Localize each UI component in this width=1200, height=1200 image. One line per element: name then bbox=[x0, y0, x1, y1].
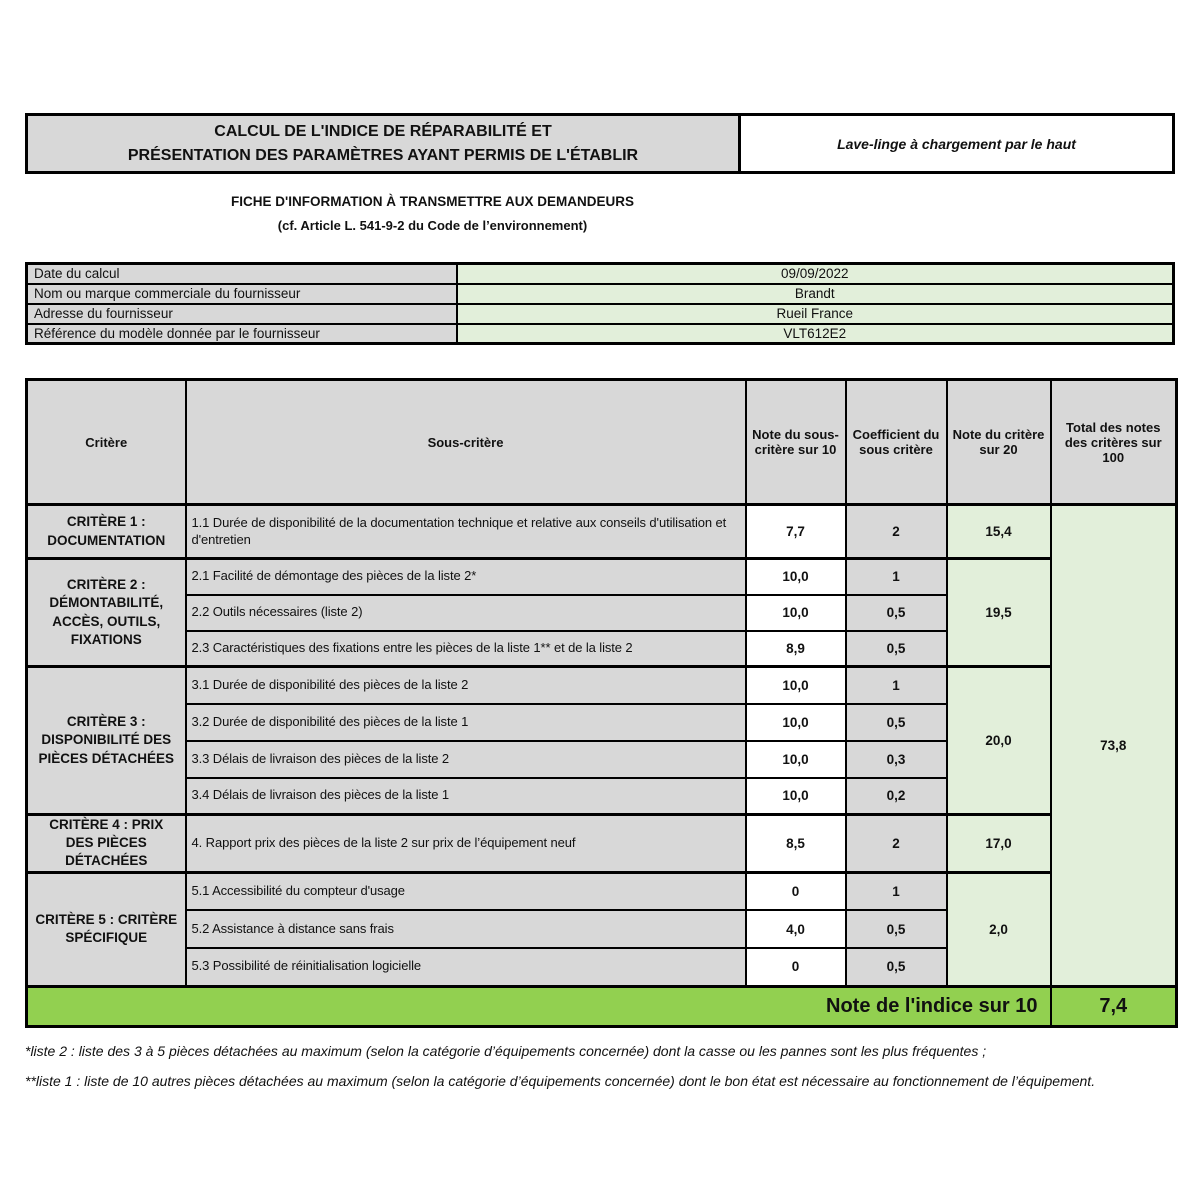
criteria-row bbox=[27, 815, 1177, 873]
info-value: VLT612E2 bbox=[457, 324, 1174, 344]
subheader-line1: FICHE D'INFORMATION À TRANSMETTRE AUX DEMANDEURS bbox=[231, 194, 634, 209]
sous-critere-cell: 2.1 Facilité de démontage des pièces de la liste 2* bbox=[186, 559, 746, 595]
criteria-row bbox=[27, 872, 1177, 910]
sous-critere-cell: 3.3 Délais de livraison des pièces de la liste 2 bbox=[186, 741, 746, 778]
footnotes bbox=[25, 1036, 1175, 1096]
header-sous-critere: Sous-critère bbox=[186, 380, 746, 505]
sous-critere-cell: 4. Rapport prix des pièces de la liste 2 sur prix de l’équipement neuf bbox=[186, 815, 746, 873]
header-critere: Critère bbox=[27, 380, 186, 505]
coefficient-cell: 0,5 bbox=[846, 948, 947, 986]
info-value: Rueil France bbox=[457, 304, 1174, 324]
info-row bbox=[27, 304, 1174, 324]
criteria-row bbox=[27, 505, 1177, 559]
note-sous-cell: 0 bbox=[746, 872, 846, 910]
score-label: Note de l'indice sur 10 bbox=[27, 986, 1051, 1026]
criteria-table bbox=[25, 378, 1178, 1028]
title-line2: PRÉSENTATION DES PARAMÈTRES AYANT PERMIS DE L'ÉTABLIR bbox=[127, 146, 639, 164]
coefficient-cell: 0,5 bbox=[846, 704, 947, 741]
total-notes-cell: 73,8 bbox=[1051, 505, 1177, 987]
note-sous-cell: 7,7 bbox=[746, 505, 846, 559]
subheader-line2: (cf. Article L. 541-9-2 du Code de l’environnement) bbox=[277, 218, 588, 233]
sous-critere-cell: 2.3 Caractéristiques des fixations entre les pièces de la liste 1** et de la liste 2 bbox=[186, 631, 746, 667]
info-row bbox=[27, 264, 1174, 284]
critere-cell: CRITÈRE 5 : CRITÈRE SPÉCIFIQUE bbox=[27, 872, 186, 986]
info-value: Brandt bbox=[457, 284, 1174, 304]
note-sous-cell: 8,9 bbox=[746, 631, 846, 667]
supplier-info-table bbox=[25, 262, 1175, 345]
coefficient-cell: 0,3 bbox=[846, 741, 947, 778]
coefficient-cell: 1 bbox=[846, 872, 947, 910]
document-title bbox=[25, 113, 741, 174]
sous-critere-cell: 5.1 Accessibilité du compteur d'usage bbox=[186, 872, 746, 910]
note-critere-cell: 17,0 bbox=[947, 815, 1051, 873]
note-sous-cell: 10,0 bbox=[746, 704, 846, 741]
info-row bbox=[27, 324, 1174, 344]
score-value: 7,4 bbox=[1051, 986, 1177, 1026]
info-row bbox=[27, 284, 1174, 304]
coefficient-cell: 0,5 bbox=[846, 910, 947, 948]
note-critere-cell: 2,0 bbox=[947, 872, 1051, 986]
header-coefficient: Coefficient du sous critère bbox=[846, 380, 947, 505]
criteria-row bbox=[27, 667, 1177, 704]
header-note-critere: Note du critère sur 20 bbox=[947, 380, 1051, 505]
note-sous-cell: 10,0 bbox=[746, 778, 846, 815]
coefficient-cell: 0,5 bbox=[846, 595, 947, 631]
note-sous-cell: 8,5 bbox=[746, 815, 846, 873]
footnote-liste1: **liste 1 : liste de 10 autres pièces détachées au maximum (selon la catégorie d’équipements concernée) dont le bon état est nécessaire au fonctionnement de l’équipement. bbox=[25, 1073, 1096, 1089]
product-category-box bbox=[741, 113, 1175, 174]
sous-critere-cell: 3.4 Délais de livraison des pièces de la liste 1 bbox=[186, 778, 746, 815]
critere-cell: CRITÈRE 3 : DISPONIBILITÉ DES PIÈCES DÉTACHÉES bbox=[27, 667, 186, 815]
sous-critere-cell: 5.2 Assistance à distance sans frais bbox=[186, 910, 746, 948]
criteria-header-row bbox=[27, 380, 1177, 505]
info-label: Nom ou marque commerciale du fournisseur bbox=[27, 284, 457, 304]
footnote-liste2: *liste 2 : liste des 3 à 5 pièces détachées au maximum (selon la catégorie d’équipements concernée) dont la casse ou les pannes sont les plus fréquentes ; bbox=[25, 1043, 987, 1059]
note-sous-cell: 10,0 bbox=[746, 741, 846, 778]
note-critere-cell: 19,5 bbox=[947, 559, 1051, 667]
header-total: Total des notes des critères sur 100 bbox=[1051, 380, 1177, 505]
coefficient-cell: 1 bbox=[846, 667, 947, 704]
note-sous-cell: 10,0 bbox=[746, 667, 846, 704]
header-note-sous: Note du sous-critère sur 10 bbox=[746, 380, 846, 505]
title-line1: CALCUL DE L'INDICE DE RÉPARABILITÉ ET bbox=[214, 123, 552, 141]
coefficient-cell: 1 bbox=[846, 559, 947, 595]
sous-critere-cell: 3.2 Durée de disponibilité des pièces de la liste 1 bbox=[186, 704, 746, 741]
info-label: Référence du modèle donnée par le fournisseur bbox=[27, 324, 457, 344]
coefficient-cell: 0,2 bbox=[846, 778, 947, 815]
note-sous-cell: 10,0 bbox=[746, 559, 846, 595]
criteria-row bbox=[27, 559, 1177, 595]
info-label: Adresse du fournisseur bbox=[27, 304, 457, 324]
info-label: Date du calcul bbox=[27, 264, 457, 284]
note-sous-cell: 0 bbox=[746, 948, 846, 986]
sous-critere-cell: 1.1 Durée de disponibilité de la documentation technique et relative aux conseils d'utilisation et d'entretien bbox=[186, 505, 746, 559]
subheader bbox=[25, 194, 840, 233]
critere-cell: CRITÈRE 2 : DÉMONTABILITÉ, ACCÈS, OUTILS, FIXATIONS bbox=[27, 559, 186, 667]
coefficient-cell: 2 bbox=[846, 505, 947, 559]
note-critere-cell: 20,0 bbox=[947, 667, 1051, 815]
sous-critere-cell: 5.3 Possibilité de réinitialisation logicielle bbox=[186, 948, 746, 986]
coefficient-cell: 0,5 bbox=[846, 631, 947, 667]
note-sous-cell: 10,0 bbox=[746, 595, 846, 631]
coefficient-cell: 2 bbox=[846, 815, 947, 873]
score-row bbox=[27, 986, 1177, 1026]
title-row bbox=[25, 113, 1175, 174]
product-category-label: Lave-linge à chargement par le haut bbox=[837, 135, 1076, 152]
info-value: 09/09/2022 bbox=[457, 264, 1174, 284]
sous-critere-cell: 2.2 Outils nécessaires (liste 2) bbox=[186, 595, 746, 631]
critere-cell: CRITÈRE 4 : PRIX DES PIÈCES DÉTACHÉES bbox=[27, 815, 186, 873]
critere-cell: CRITÈRE 1 : DOCUMENTATION bbox=[27, 505, 186, 559]
note-sous-cell: 4,0 bbox=[746, 910, 846, 948]
note-critere-cell: 15,4 bbox=[947, 505, 1051, 559]
sous-critere-cell: 3.1 Durée de disponibilité des pièces de la liste 2 bbox=[186, 667, 746, 704]
